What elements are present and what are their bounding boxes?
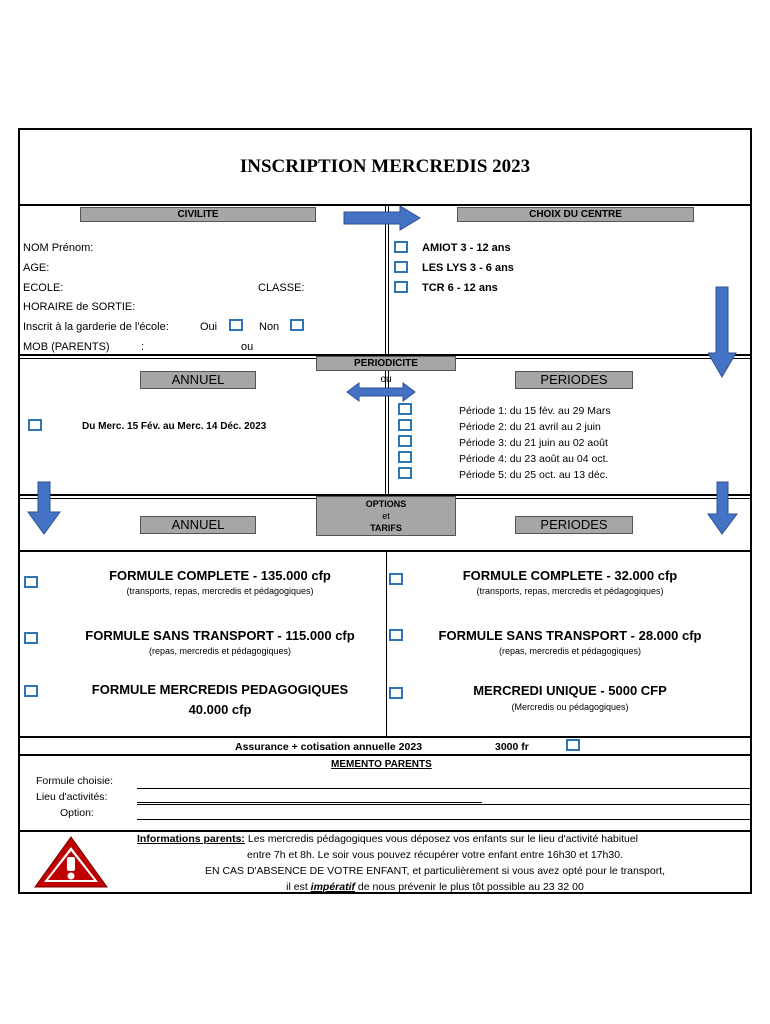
periode-3-label: Période 3: du 21 juin au 02 août <box>459 437 608 449</box>
info-imperatif: impératif <box>310 881 356 893</box>
mercredi-unique-checkbox[interactable] <box>389 687 403 699</box>
formule-sans-transport-annuel-title: FORMULE SANS TRANSPORT - 115.000 cfp <box>85 628 355 643</box>
periode-2-label: Période 2: du 21 avril au 2 juin <box>459 421 601 433</box>
periode-1-label: Période 1: du 15 fév. au 29 Mars <box>459 405 611 417</box>
options-header <box>316 496 456 536</box>
garderie-oui-checkbox[interactable] <box>229 319 243 331</box>
arrow-right-icon <box>342 204 424 232</box>
options-header-line3: TARIFS <box>370 523 402 533</box>
formule-pedagogiques-annuel-checkbox[interactable] <box>24 685 38 697</box>
divider <box>20 754 750 756</box>
arrow-down-icon <box>26 480 64 536</box>
periodicite-ou: ou <box>380 374 392 385</box>
info-line-4-c: de nous prévenir le plus tôt possible au 23 32 00 <box>355 881 584 893</box>
info-line-4 <box>120 881 750 893</box>
memento-header: MEMENTO PARENTS <box>331 759 432 770</box>
non-label: Non <box>259 321 280 333</box>
formule-sans-transport-annuel-checkbox[interactable] <box>24 632 38 644</box>
centre-leslys-checkbox[interactable] <box>394 261 408 273</box>
options-periodes-band: PERIODES <box>515 516 633 534</box>
info-line-4-a: il est <box>286 881 311 893</box>
warning-triangle-icon <box>32 834 110 890</box>
info-heading: Informations parents: <box>137 833 245 845</box>
memento-formule-label: Formule choisie: <box>36 775 114 787</box>
mercredi-unique-sub: (Mercredis ou pédagogiques) <box>511 702 629 712</box>
formule-sans-transport-annuel-sub: (repas, mercredis et pédagogiques) <box>148 646 292 656</box>
arrow-down-icon <box>706 480 740 536</box>
age-label: AGE: <box>23 262 50 274</box>
assurance-price: 3000 fr <box>495 741 529 753</box>
formule-complete-periode-checkbox[interactable] <box>389 573 403 585</box>
periode-4-checkbox[interactable] <box>398 451 412 463</box>
formule-pedagogiques-annuel-price: 40.000 cfp <box>188 702 252 717</box>
formule-complete-periode-sub: (transports, repas, mercredis et pédagogiques) <box>476 586 664 596</box>
centre-leslys-label: LES LYS 3 - 6 ans <box>422 262 514 274</box>
formule-complete-annuel-checkbox[interactable] <box>24 576 38 588</box>
divider <box>20 736 750 738</box>
annuel-text: Du Merc. 15 Fév. au Merc. 14 Déc. 2023 <box>82 421 267 432</box>
garderie-non-checkbox[interactable] <box>290 319 304 331</box>
formule-sans-transport-periode-sub: (repas, mercredis et pédagogiques) <box>498 646 642 656</box>
arrow-left-right-icon <box>345 381 417 403</box>
periode-1-checkbox[interactable] <box>398 403 412 415</box>
assurance-label: Assurance + cotisation annuelle 2023 <box>235 741 423 753</box>
memento-formule-line[interactable] <box>137 788 750 789</box>
periodes-band: PERIODES <box>515 371 633 389</box>
annuel-band: ANNUEL <box>140 371 256 389</box>
memento-lieu-label: Lieu d'activités: <box>36 791 108 803</box>
divider <box>20 830 750 832</box>
periode-4-label: Période 4: du 23 août au 04 oct. <box>459 453 609 465</box>
formule-complete-annuel-title: FORMULE COMPLETE - 135.000 cfp <box>109 568 331 583</box>
formule-complete-annuel-sub: (transports, repas, mercredis et pédagogiques) <box>126 586 314 596</box>
info-line-3: EN CAS D'ABSENCE DE VOTRE ENFANT, et particulièrement si vous avez opté pour le transport, <box>204 865 666 877</box>
info-line-1-text: Les mercredis pédagogiques vous déposez vos enfants sur le lieu d'activité habituel <box>247 833 639 845</box>
formule-pedagogiques-annuel-title: FORMULE MERCREDIS PEDAGOGIQUES <box>91 682 349 697</box>
formule-sans-transport-periode-checkbox[interactable] <box>389 629 403 641</box>
oui-label: Oui <box>200 321 218 333</box>
memento-option-line[interactable] <box>137 819 750 820</box>
annuel-checkbox[interactable] <box>28 419 42 431</box>
centre-tcr-label: TCR 6 - 12 ans <box>422 282 498 294</box>
horaire-label: HORAIRE de SORTIE: <box>23 301 136 313</box>
periodicite-header: PERIODICITE <box>316 356 456 371</box>
mob-ou: ou <box>241 341 254 353</box>
assurance-checkbox[interactable] <box>566 739 580 751</box>
ecole-label: ECOLE: <box>23 282 64 294</box>
centre-amiot-label: AMIOT 3 - 12 ans <box>422 242 511 254</box>
periode-5-checkbox[interactable] <box>398 467 412 479</box>
memento-lieu-line[interactable] <box>137 802 482 803</box>
nom-label: NOM Prénom: <box>23 242 94 254</box>
periode-3-checkbox[interactable] <box>398 435 412 447</box>
classe-label: CLASSE: <box>258 282 305 294</box>
mob-colon: : <box>141 341 145 353</box>
periode-5-label: Période 5: du 25 oct. au 13 déc. <box>459 469 608 481</box>
divider <box>386 552 387 736</box>
divider <box>20 550 750 552</box>
mob-label: MOB (PARENTS) <box>23 341 110 353</box>
formule-complete-periode-title: FORMULE COMPLETE - 32.000 cfp <box>462 568 678 583</box>
options-annuel-band: ANNUEL <box>140 516 256 534</box>
mercredi-unique-title: MERCREDI UNIQUE - 5000 CFP <box>473 683 667 698</box>
info-line-2: entre 7h et 8h. Le soir vous pouvez récupérer votre enfant entre 16h30 et 17h30. <box>247 849 623 861</box>
formule-sans-transport-periode-title: FORMULE SANS TRANSPORT - 28.000 cfp <box>438 628 702 643</box>
info-line-1 <box>137 833 638 845</box>
centre-tcr-checkbox[interactable] <box>394 281 408 293</box>
periode-2-checkbox[interactable] <box>398 419 412 431</box>
arrow-down-icon <box>708 285 738 379</box>
inscription-form <box>18 128 752 894</box>
options-header-line2: et <box>382 511 390 521</box>
memento-option-label: Option: <box>60 807 94 819</box>
centre-header: CHOIX DU CENTRE <box>457 207 694 222</box>
options-header-line1: OPTIONS <box>365 499 407 509</box>
garderie-label: Inscrit à la garderie de l'école: <box>23 321 169 333</box>
centre-amiot-checkbox[interactable] <box>394 241 408 253</box>
civilite-header: CIVILITE <box>80 207 316 222</box>
memento-lieu-line-2 <box>137 804 750 805</box>
page-title: INSCRIPTION MERCREDIS 2023 <box>239 156 531 177</box>
